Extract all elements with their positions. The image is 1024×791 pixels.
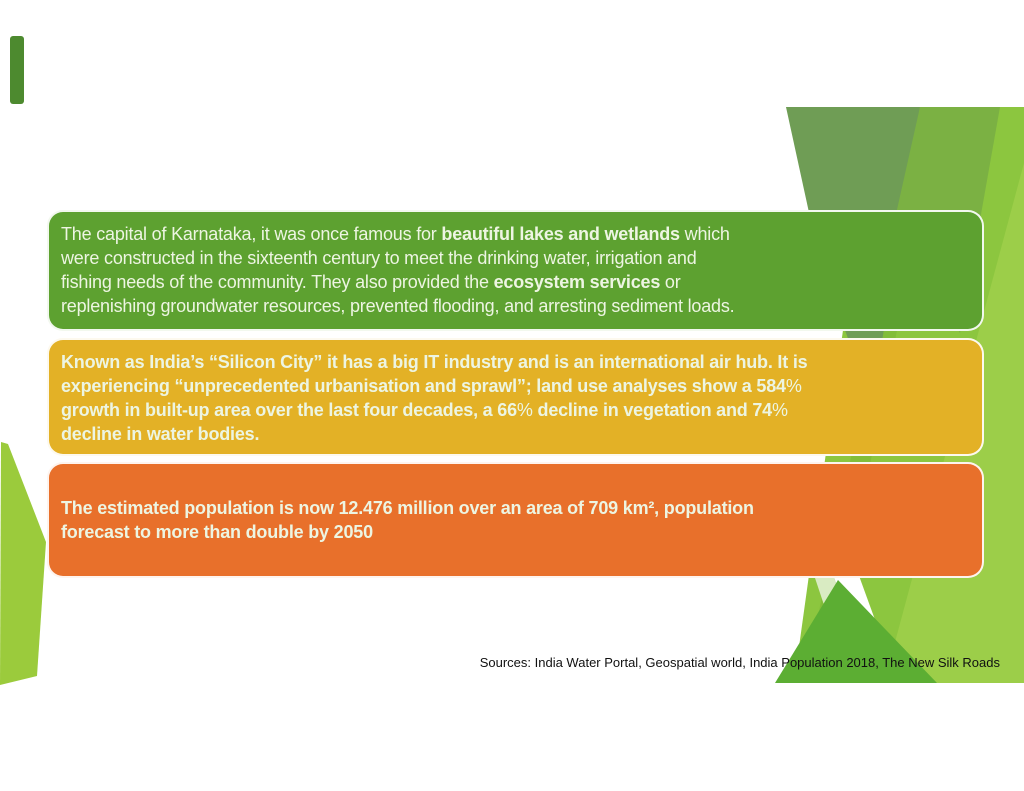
decor-left-wedge [0, 442, 46, 685]
text-segment: experiencing “unprecedented urbanisation and sprawl”; land use analyses show a 584 [61, 376, 786, 396]
karnataka-lakes-box [47, 210, 984, 331]
text-segment: The capital of Karnataka, it was once famous for [61, 224, 442, 244]
text-line [61, 246, 970, 270]
text-segment: fishing needs of the community. They also provided the [61, 272, 494, 292]
text-line [61, 350, 970, 374]
text-line [61, 294, 970, 318]
text-line [61, 270, 970, 294]
text-segment: ecosystem services [493, 272, 661, 292]
text-segment: decline in vegetation and 74 [532, 400, 772, 420]
text-segment: were constructed in the sixteenth century to meet the drinking water, irrigation and [61, 248, 697, 268]
population-box [47, 462, 984, 578]
text-segment: decline in water bodies. [61, 424, 260, 444]
accent-bar [10, 36, 24, 104]
text-segment: % [771, 400, 788, 420]
text-line [61, 374, 970, 398]
text-segment: The estimated population is now 12.476 million over an area of 709 km², population [61, 498, 754, 518]
text-segment: % [516, 400, 533, 420]
text-segment: beautiful lakes and wetlands [441, 224, 680, 244]
text-line [61, 398, 970, 422]
text-segment: which [679, 224, 730, 244]
silicon-city-box [47, 338, 984, 456]
text-segment: % [785, 376, 802, 396]
text-segment: growth in built-up area over the last four decades, a 66 [61, 400, 517, 420]
text-segment: Known as India’s “Silicon City” it has a big IT industry and is an international air hub. It is [61, 352, 808, 372]
text-line [61, 422, 970, 446]
text-line [61, 222, 970, 246]
text-segment: forecast to more than double by 2050 [61, 522, 373, 542]
text-segment: replenishing groundwater resources, prevented flooding, and arresting sediment loads. [61, 296, 735, 316]
text-segment: or [660, 272, 681, 292]
text-line [61, 520, 970, 544]
sources-footnote: Sources: India Water Portal, Geospatial world, India Population 2018, The New Silk Roads [479, 655, 1000, 670]
text-line [61, 496, 970, 520]
